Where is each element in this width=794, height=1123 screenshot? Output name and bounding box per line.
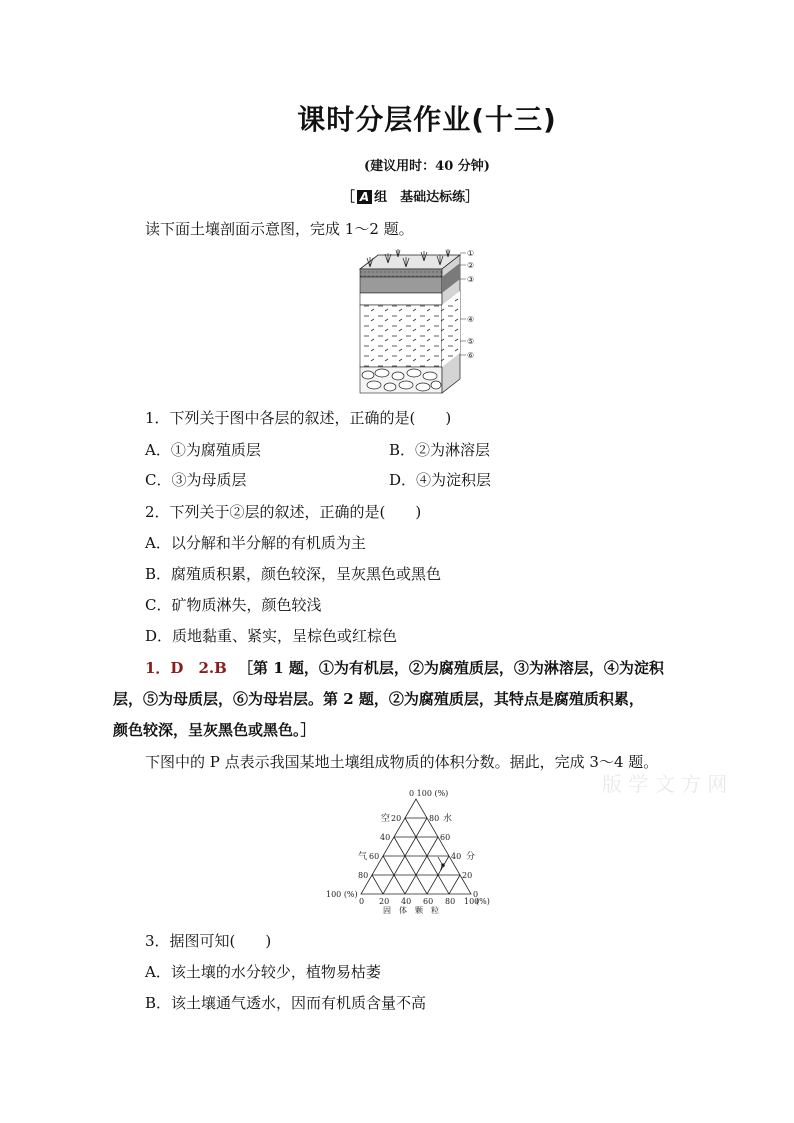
right-tick-80: 80 xyxy=(429,814,440,823)
q1-option-b: B．②为淋溶层 xyxy=(389,441,491,459)
q2-stem: 2．下列关于②层的叙述，正确的是( ) xyxy=(145,503,422,521)
marker-3: ③ xyxy=(467,275,475,284)
bottom-tick-80: 80 xyxy=(445,897,456,906)
page-title: 课时分层作业(十三) xyxy=(297,103,557,136)
marker-1: ① xyxy=(467,249,475,258)
layer-2 xyxy=(360,277,442,293)
apex-label: 0 100 (%) xyxy=(409,789,449,798)
leader-lines xyxy=(460,253,466,355)
triangle-grid xyxy=(361,799,471,894)
bottom-right-pct: (%) xyxy=(476,897,490,906)
bottom-tick-40: 40 xyxy=(401,897,412,906)
layer-1 xyxy=(360,269,442,277)
soil-profile-figure xyxy=(348,243,478,395)
bottom-left-label: 100 (%) xyxy=(326,890,358,899)
layer-3 xyxy=(360,293,442,305)
answer-explanation-3: 颜色较深，呈灰黑色或黑色。］ xyxy=(113,721,316,739)
q1-option-c: C．③为母质层 xyxy=(145,471,247,489)
marker-6: ⑥ xyxy=(467,351,475,360)
marker-5: ⑤ xyxy=(467,337,475,346)
right-tick-20: 20 xyxy=(462,871,473,880)
answer-key: 1．D 2.B xyxy=(145,659,227,677)
q2-option-a: A．以分解和半分解的有机质为主 xyxy=(145,534,366,552)
intro-questions-3-4: 下图中的 P 点表示我国某地土壤组成物质的体积分数。据此，完成 3～4 题。 xyxy=(145,753,659,771)
bottom-tick-60: 60 xyxy=(423,897,434,906)
answer-explanation-1: ［第 1 题，①为有机层，②为腐殖质层，③为淋溶层，④为淀积 xyxy=(238,659,664,677)
right-tick-40: 40 xyxy=(451,852,462,861)
bottom-tick-100: 100 xyxy=(464,897,480,906)
right-tick-0: 0 xyxy=(473,890,479,899)
left-tick-80: 80 xyxy=(358,871,369,880)
q2-option-c: C．矿物质淋失，颜色较浅 xyxy=(145,596,322,614)
q1-option-d: D．④为淀积层 xyxy=(389,471,492,489)
group-bracket-left: ［ xyxy=(341,190,355,205)
group-letter-badge: A xyxy=(357,190,372,204)
right-axis-char-1: 水 xyxy=(443,814,453,824)
group-bracket-right: ］ xyxy=(465,190,479,205)
q2-option-b: B．腐殖质积累，颜色较深，呈灰黑色或黑色 xyxy=(145,565,442,583)
right-tick-60: 60 xyxy=(440,833,451,842)
ternary-diagram xyxy=(325,785,490,915)
bottom-tick-0: 0 xyxy=(359,897,365,906)
q3-option-b: B．该土壤通气透水，因而有机质含量不高 xyxy=(145,994,427,1012)
bottom-tick-20: 20 xyxy=(379,897,390,906)
marker-2: ② xyxy=(467,261,475,270)
intro-questions-1-2: 读下面土壤剖面示意图，完成 1～2 题。 xyxy=(145,220,414,238)
q1-stem: 1．下列关于图中各层的叙述，正确的是( ) xyxy=(145,409,452,427)
q3-option-a: A．该土壤的水分较少，植物易枯萎 xyxy=(145,963,381,981)
left-tick-20: 20 xyxy=(391,814,402,823)
group-label: 组 基础达标练 xyxy=(374,190,466,205)
group-heading xyxy=(0,186,794,205)
q2-option-d: D．质地黏重、紧实，呈棕色或红棕色 xyxy=(145,627,398,645)
bottom-axis-label: 固 体 颗 粒 xyxy=(383,906,439,915)
left-axis-char-1: 空 xyxy=(381,814,391,824)
layer-4 xyxy=(360,305,442,367)
left-tick-60: 60 xyxy=(369,852,380,861)
watermark: 版 学 文 方 网 xyxy=(602,772,728,796)
marker-4: ④ xyxy=(467,315,475,324)
q3-stem: 3．据图可知( ) xyxy=(145,932,272,950)
answer-block xyxy=(145,657,664,678)
right-axis-char-2: 分 xyxy=(466,852,476,862)
answer-explanation-2: 层，⑤为母质层，⑥为母岩层。第 2 题，②为腐殖质层，其特点是腐殖质积累， xyxy=(113,690,644,708)
point-p-label: P xyxy=(440,864,445,872)
q1-option-a: A．①为腐殖质层 xyxy=(145,441,261,459)
left-axis-char-2: 气 xyxy=(358,852,368,862)
left-tick-40: 40 xyxy=(380,833,391,842)
time-suggestion: (建议用时：40 分钟) xyxy=(364,159,490,174)
